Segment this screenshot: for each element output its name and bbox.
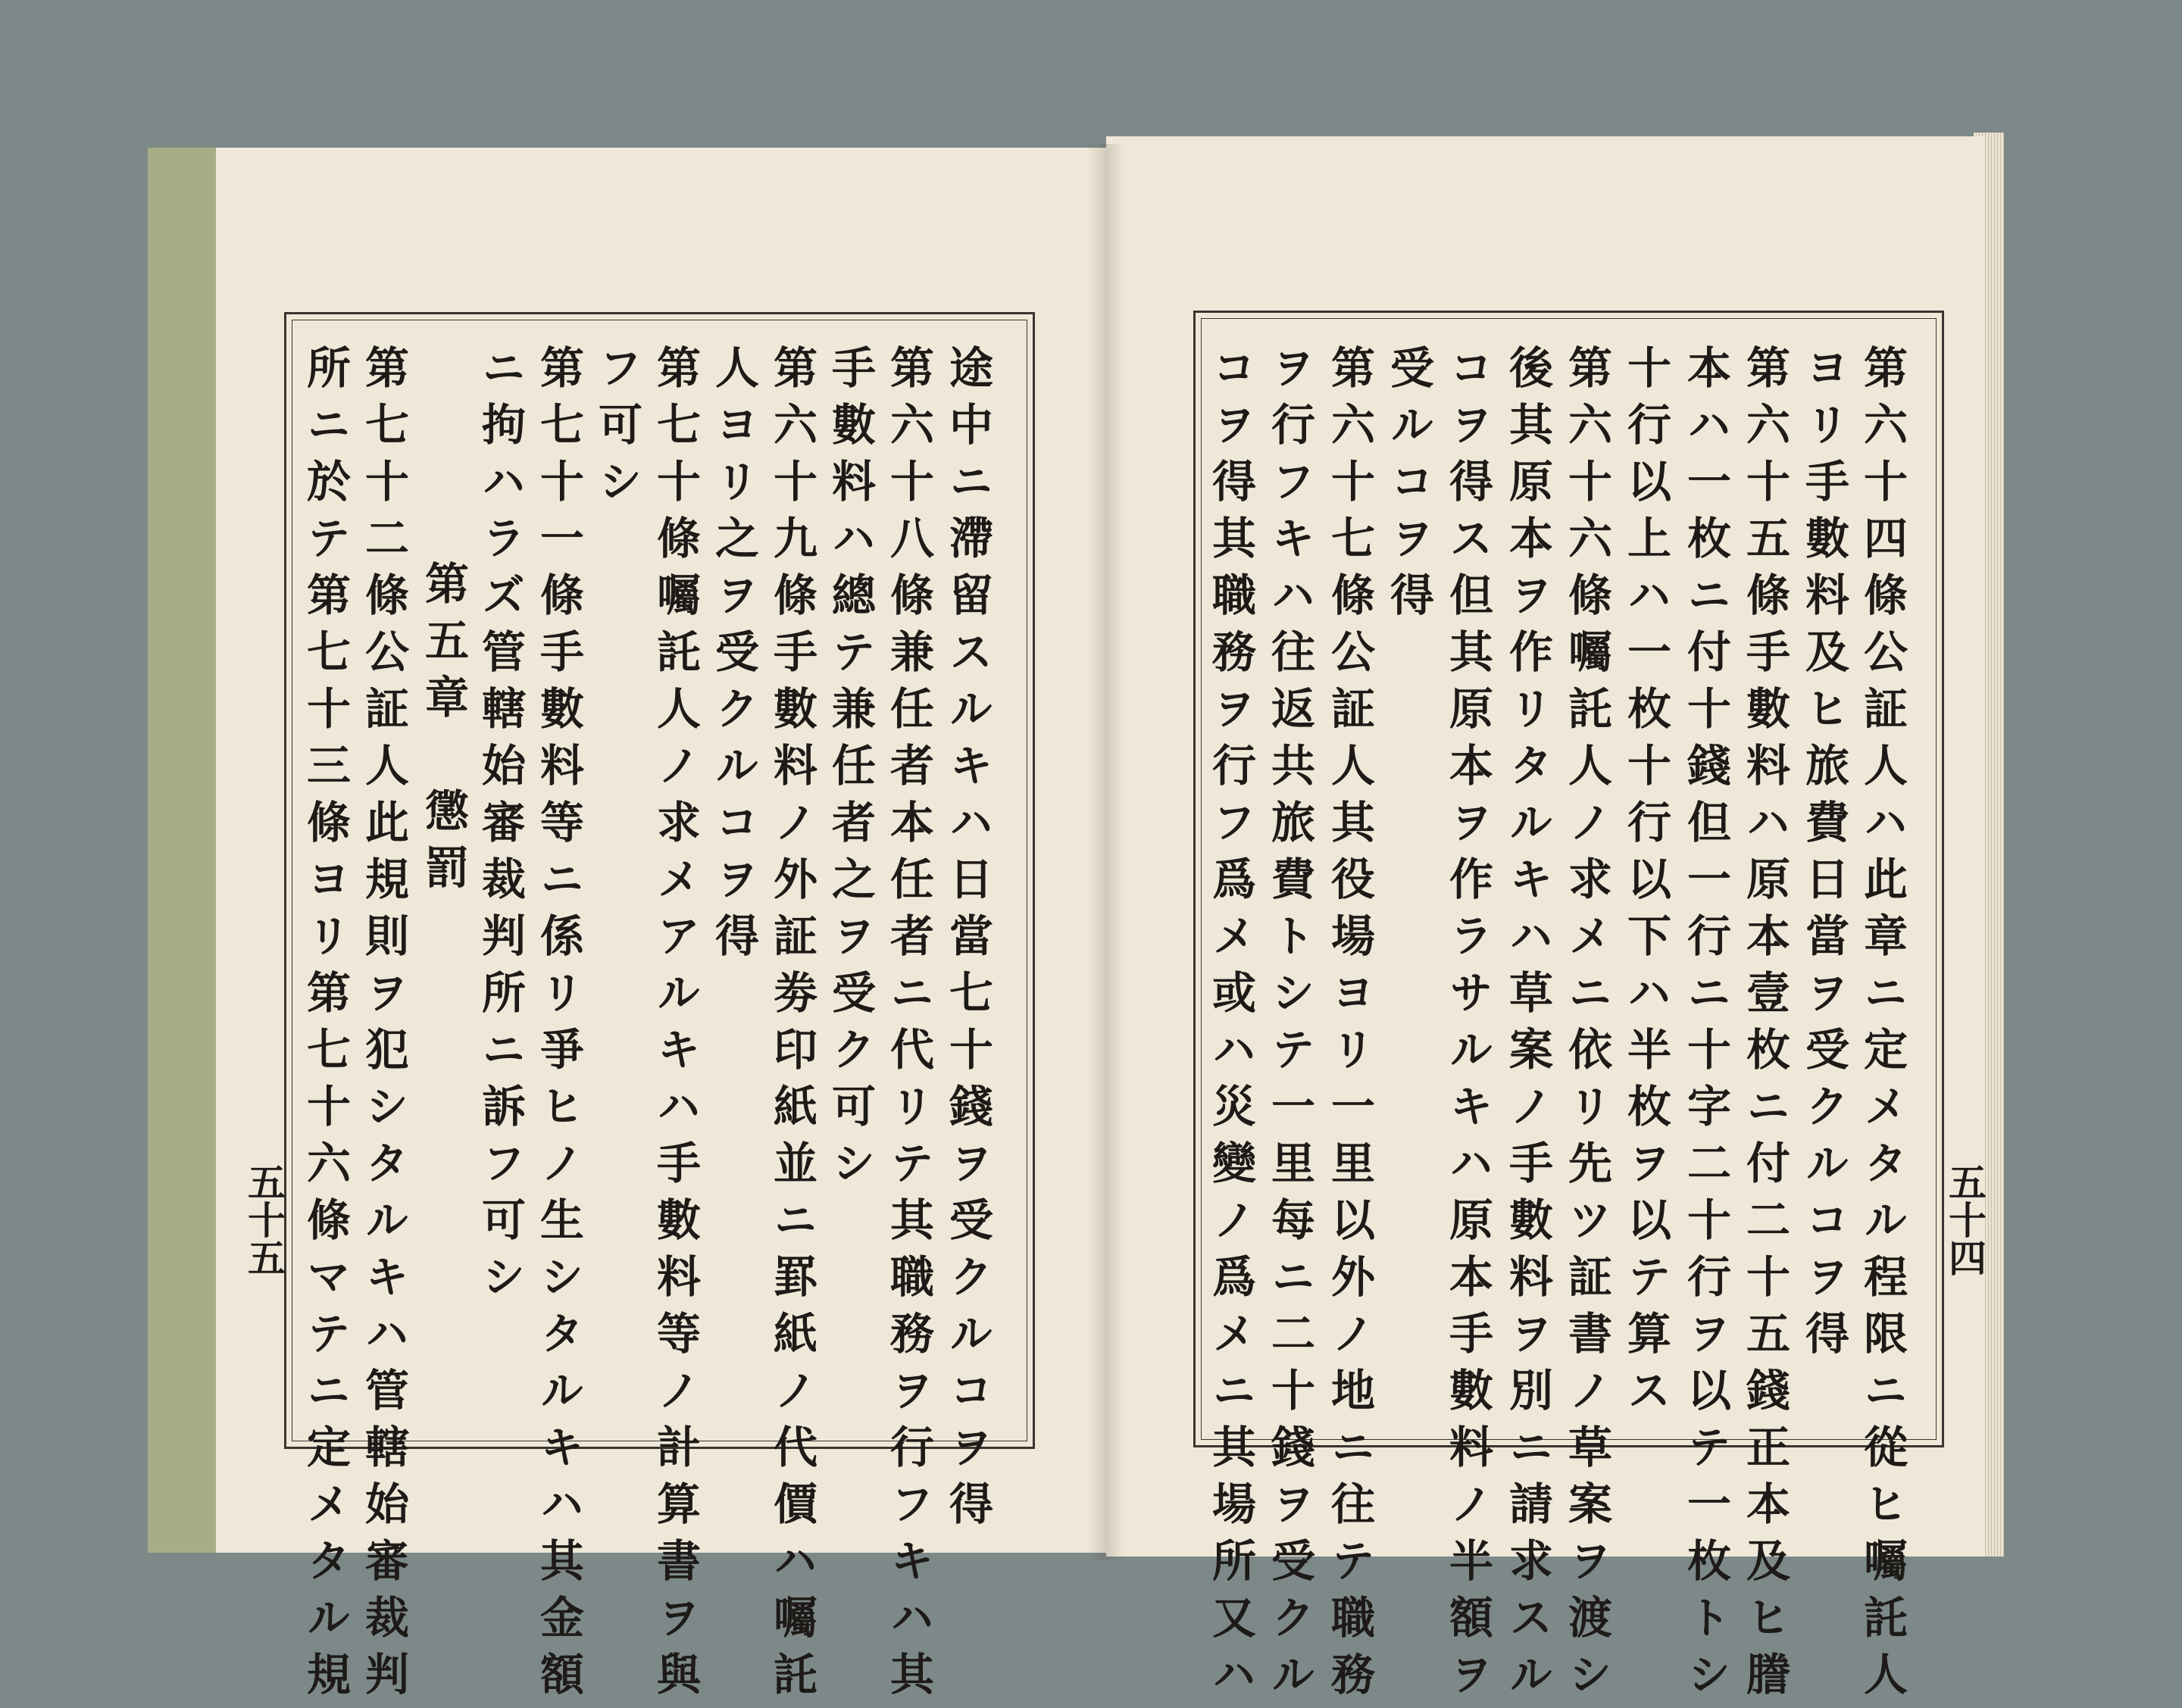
text-column: ヨリ手數料及ヒ旅費日當ヲ受クルコヲ得: [1798, 345, 1849, 1367]
text-column: 後其原本ヲ作リタルキハ草案ノ手數料ヲ別ニ請求スル: [1502, 345, 1553, 1708]
text-column: 第六十七條公証人其役場ヨリ一里以外ノ地ニ往テ職務: [1324, 345, 1375, 1708]
text-column: 第六十九條手數料ノ外証劵印紙並ニ罫紙ノ代價ハ囑託: [766, 345, 817, 1708]
text-column: 第七十條囑託人ノ求メアルキハ手數料等ノ計算書ヲ與: [649, 345, 701, 1708]
text-column: フ可シ: [591, 345, 642, 515]
text-column: 手數料ハ總テ兼任者之ヲ受ク可シ: [824, 345, 876, 1197]
page-number: 五十五: [242, 1163, 286, 1276]
text-column: 十行以上ハ一枚十行以下ハ半枚ヲ以テ算ス: [1620, 345, 1671, 1424]
text-column: 第六十五條手數料ハ原本壹枚ニ付二十五錢正本及ヒ謄: [1739, 345, 1790, 1708]
text-column: 人ヨリ之ヲ受クルコヲ得: [708, 345, 759, 970]
text-column: ニ拘ハラズ管轄始審裁判所ニ訴フ可シ: [474, 345, 526, 1310]
text-column: コヲ得ス但其原本ヲ作ラサルキハ原本手數料ノ半額ヲ: [1442, 345, 1493, 1708]
text-column: ヲ行フキハ往返共旅費トシテ一里每ニ二十錢ヲ受クル: [1264, 345, 1315, 1708]
text-column: 第六十四條公証人ハ此章ニ定メタル程限ニ從ヒ囑託人: [1856, 345, 1908, 1708]
chapter-heading: 第五章 懲罰: [417, 560, 469, 901]
text-column: コヲ得其職務ヲ行フ爲メ或ハ災變ノ爲メニ其場所又ハ: [1205, 345, 1256, 1708]
text-column: 第七十一條手數料等ニ係リ爭ヒノ生シタルキハ其金額: [533, 345, 584, 1708]
book-gutter: [1087, 144, 1125, 1560]
text-column: 受ルコヲ得: [1383, 345, 1434, 629]
text-column: 第六十八條兼任者本任者ニ代リテ其職務ヲ行フキハ其: [883, 345, 934, 1708]
text-column: 第六十六條囑託人ノ求メニ依リ先ツ証書ノ草案ヲ渡シ: [1561, 345, 1612, 1708]
text-column: 第七十二條公証人此規則ヲ犯シタルキハ管轄始審裁判: [358, 345, 409, 1708]
text-column: 途中ニ滯留スルキハ日當七十錢ヲ受クルコヲ得: [942, 345, 993, 1538]
text-column: 所ニ於テ第七十三條ヨリ第七十六條マテニ定メタル規: [299, 345, 351, 1708]
page-number: 五十四: [1943, 1163, 1987, 1276]
text-column: 本ハ一枚ニ付十錢但一行ニ十字二十行ヲ以テ一枚トシ: [1680, 345, 1731, 1708]
